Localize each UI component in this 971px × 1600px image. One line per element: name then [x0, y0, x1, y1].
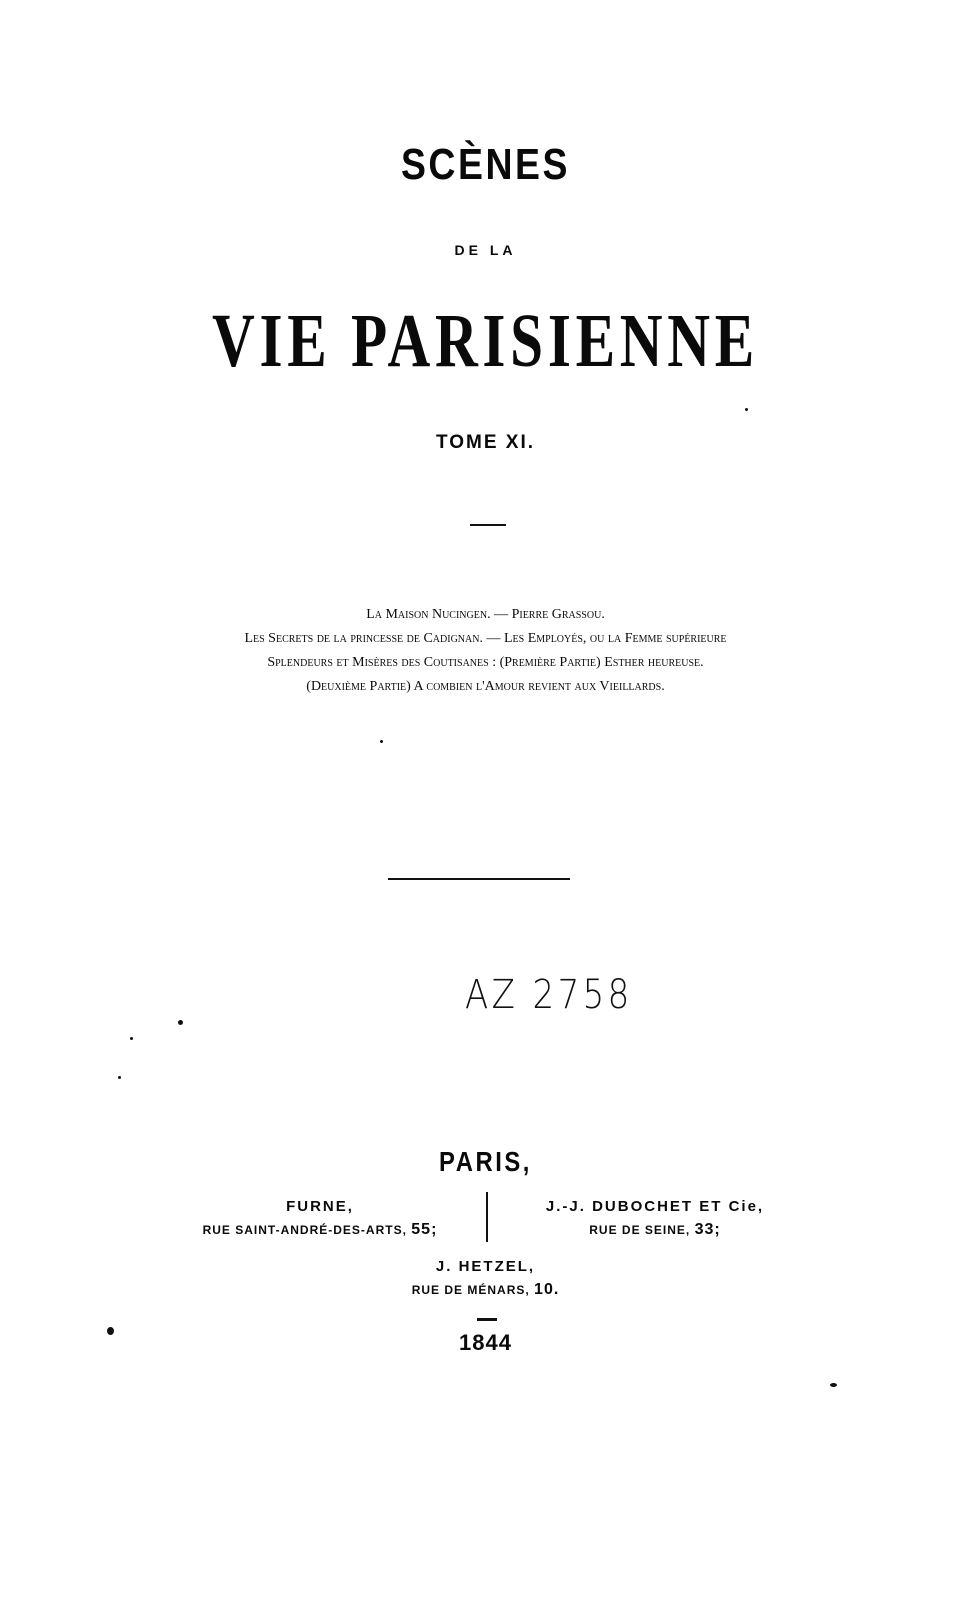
- scan-speck: [107, 1327, 114, 1335]
- publisher-separator: [486, 1192, 488, 1242]
- publisher-address: RUE DE MÉNARS, 10.: [411, 1281, 560, 1298]
- scan-speck: [380, 740, 383, 743]
- divider-short: [470, 524, 506, 526]
- title-line-vie-parisienne: VIE PARISIENNE: [212, 299, 759, 383]
- contents-line: Splendeurs et Misères des Coutisanes : (Première Partie) Esther heureuse.: [267, 655, 704, 670]
- publisher-hetzel: [0, 1256, 971, 1302]
- divider-long: [388, 878, 570, 880]
- scan-speck: [118, 1076, 121, 1079]
- divider-tiny: [477, 1318, 497, 1321]
- scan-speck: [130, 1037, 133, 1040]
- publisher-address: RUE SAINT-ANDRÉ-DES-ARTS, 55;: [202, 1221, 438, 1238]
- handwritten-shelfmark: AZ 2758: [465, 972, 633, 1018]
- publisher-address: RUE DE SEINE, 33;: [589, 1221, 721, 1238]
- publisher-name: J. HETZEL,: [435, 1258, 536, 1275]
- title-line-de-la: DE LA: [454, 242, 517, 258]
- publisher-furne: [170, 1196, 470, 1242]
- contents-list: [0, 603, 971, 699]
- imprint-city: PARIS,: [439, 1146, 532, 1177]
- scan-speck: [830, 1383, 837, 1387]
- scan-speck: [745, 408, 748, 411]
- contents-line: La Maison Nucingen. — Pierre Grassou.: [366, 607, 605, 622]
- publisher-name: FURNE,: [286, 1198, 354, 1215]
- publisher-dubochet: [500, 1196, 810, 1242]
- contents-line: (Deuxième Partie) A combien l'Amour revient aux Vieillards.: [306, 679, 665, 694]
- scan-speck: [178, 1020, 183, 1025]
- publisher-name: J.-J. DUBOCHET ET Cie,: [545, 1198, 765, 1215]
- contents-line: Les Secrets de la princesse de Cadignan. — Les Employés, ou la Femme supérieure: [244, 631, 727, 646]
- volume-number: TOME XI.: [435, 432, 536, 453]
- title-line-scenes: SCÈNES: [400, 140, 571, 189]
- publication-year: 1844: [459, 1330, 512, 1355]
